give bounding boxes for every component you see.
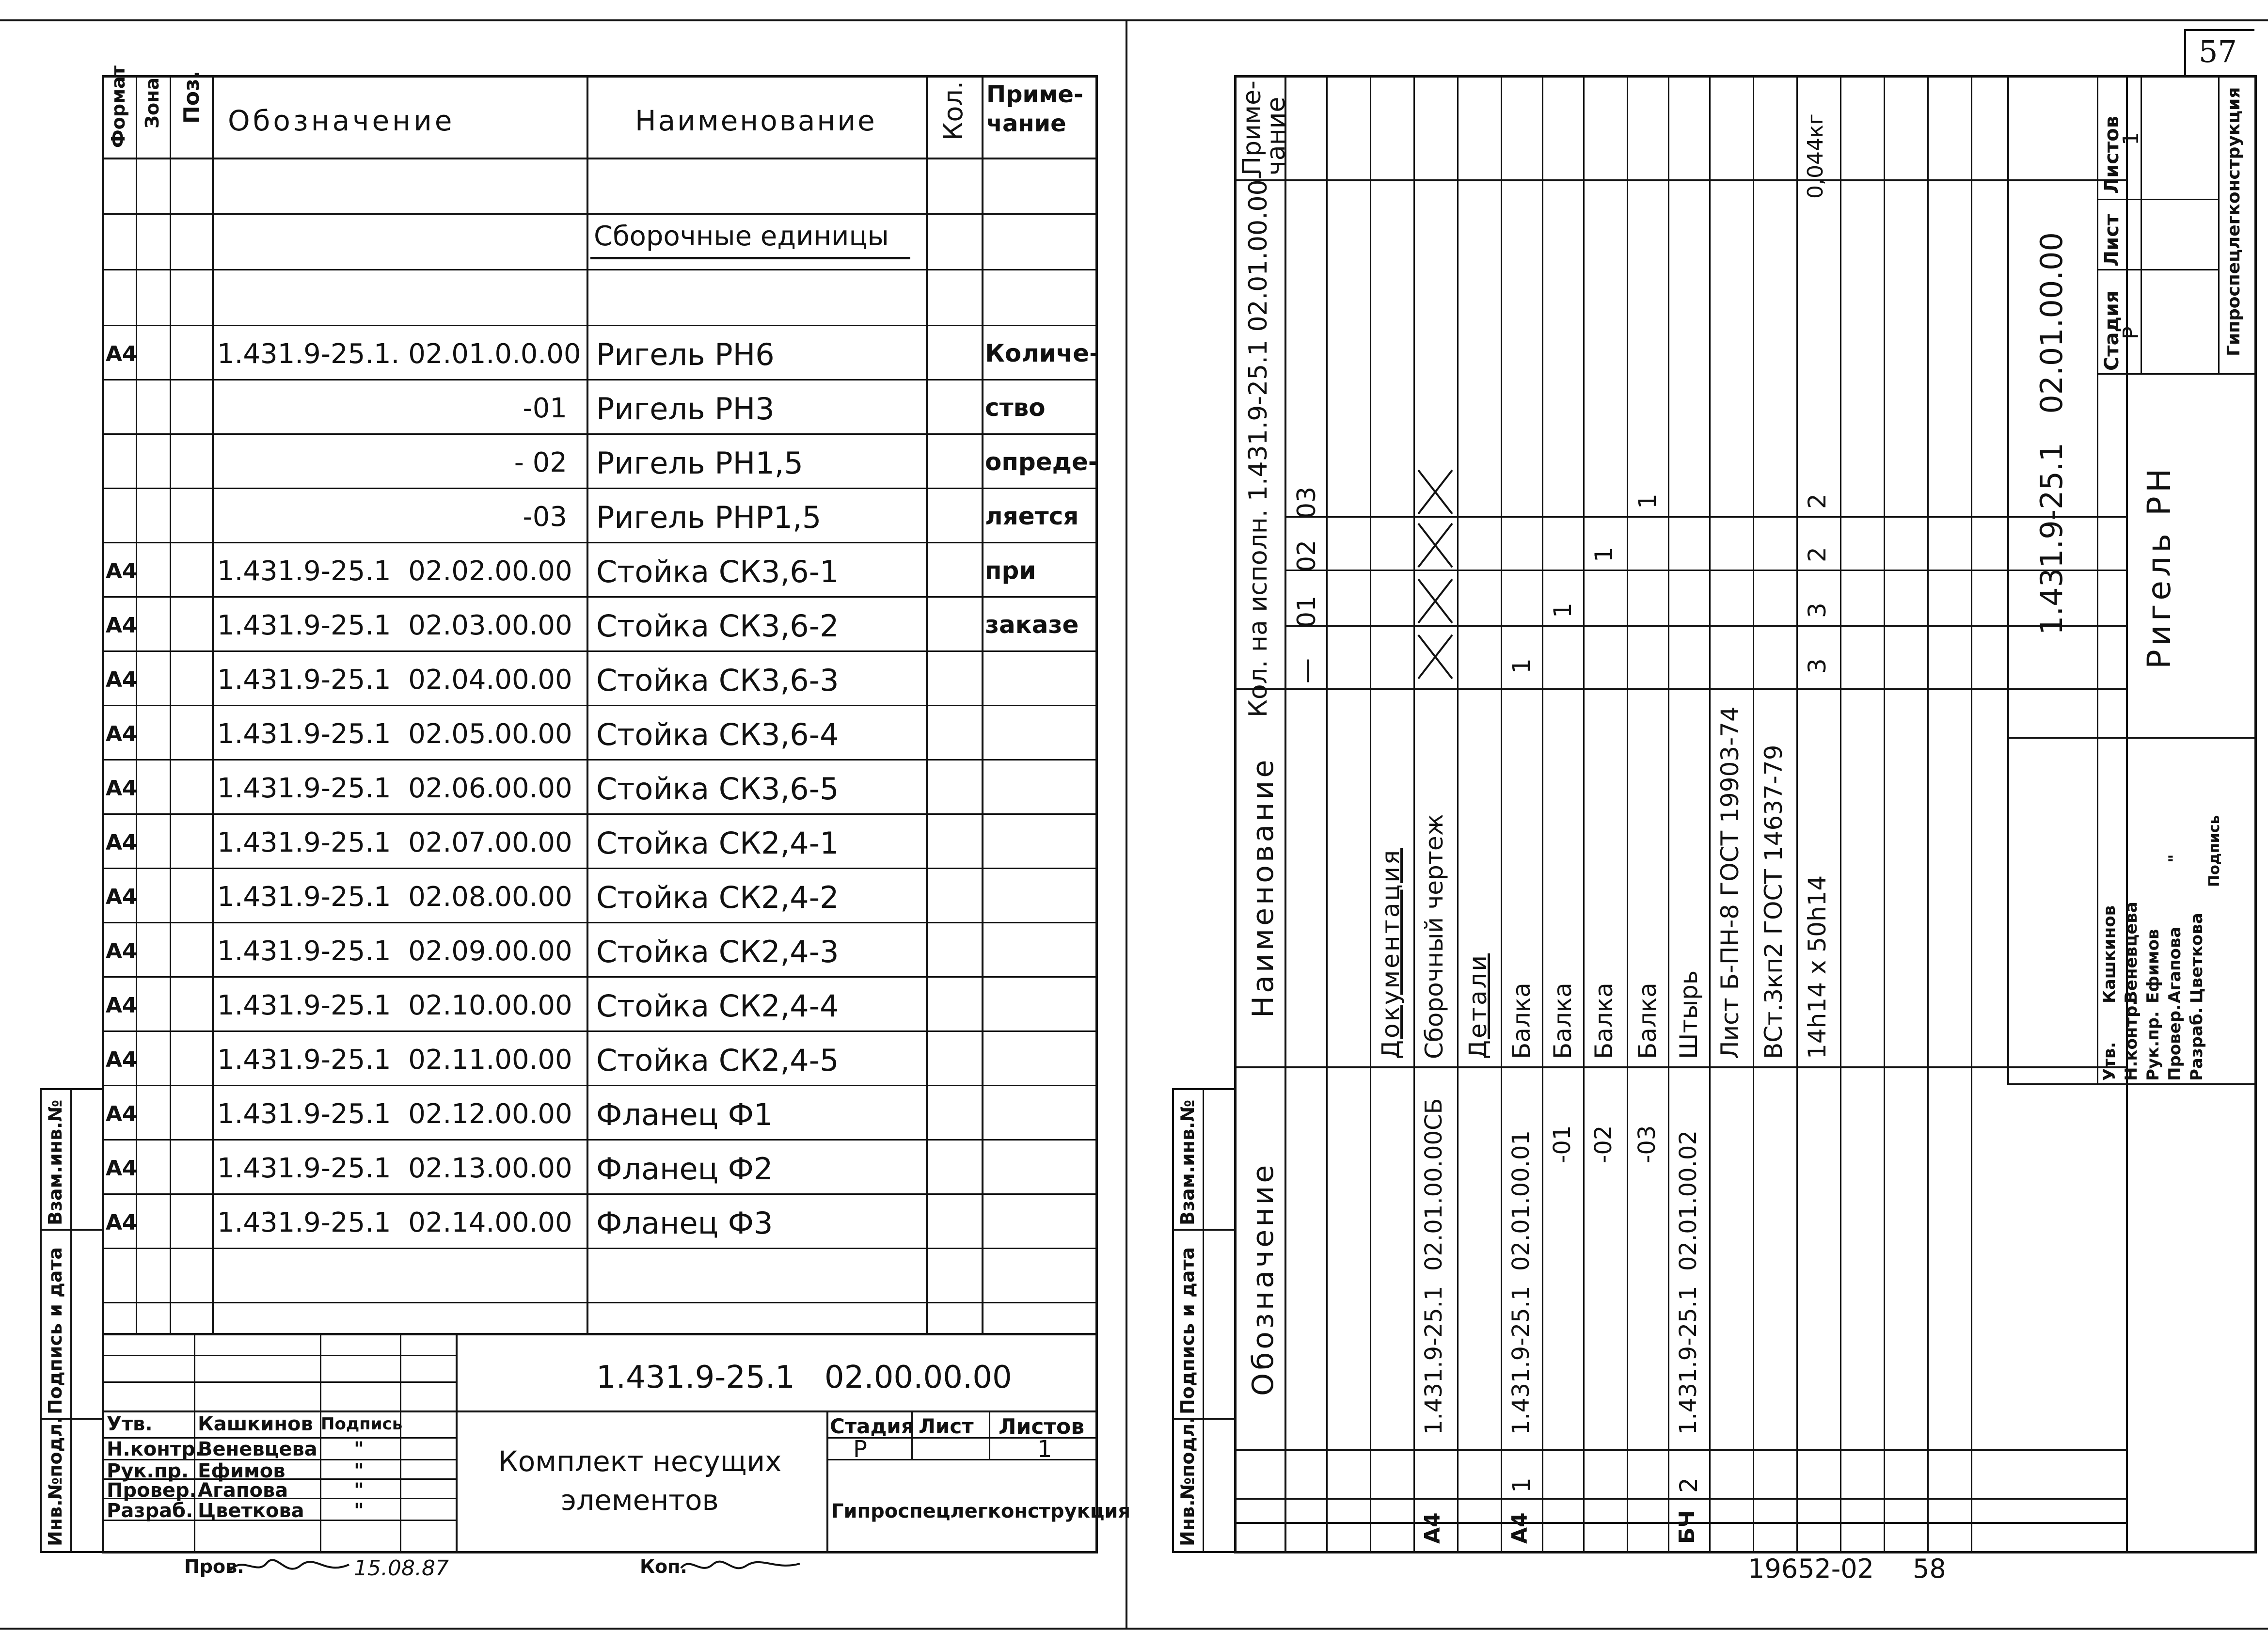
stage-value: Р: [853, 1436, 867, 1463]
row-name: Фланец Ф3: [596, 1205, 773, 1241]
row-designation: - 02: [514, 447, 567, 478]
sheet-label: Лист: [919, 1414, 974, 1438]
row-format: А4: [106, 993, 137, 1018]
table-row: [1413, 0, 1457, 1648]
row-note: опреде-: [985, 448, 1098, 476]
row-designation: -02: [1590, 1125, 1617, 1163]
row-name: Балка: [1507, 982, 1536, 1059]
checked-date: 15.08.87: [354, 1556, 449, 1581]
row-name: Стойка СК3,6-2: [596, 608, 839, 644]
sheets-value-r: 1: [2119, 132, 2143, 145]
table-row: [0, 922, 1126, 976]
table-row: [1457, 0, 1501, 1648]
table-row: [1796, 0, 1840, 1648]
table-row: [0, 976, 1126, 1030]
row-designation: 1.431.9-25.1 02.02.00.00: [217, 555, 572, 587]
org-name: Гипроспецлегконструкция: [831, 1500, 1131, 1522]
row-designation: 1.431.9-25.1 02.08.00.00: [217, 881, 572, 913]
header-name-r: Наименование: [1246, 757, 1280, 1018]
sign-mark: ": [354, 1479, 364, 1502]
header-designation: Обозначение: [228, 104, 455, 137]
table-row: [0, 1085, 1126, 1139]
section-title: Сборочные единицы: [594, 221, 889, 252]
person-name: Цветкова: [198, 1500, 304, 1522]
header-format: Формат: [108, 65, 129, 148]
stage-label: Стадия: [830, 1414, 914, 1438]
row-name: Ригель РН6: [596, 337, 775, 372]
person-name: Веневцева: [198, 1438, 317, 1460]
row-note: 0,044кг: [1803, 113, 1828, 199]
table-row: [1753, 0, 1796, 1648]
qty-value: 1: [1590, 547, 1618, 562]
row-format: А4: [106, 559, 137, 584]
row-note: при: [985, 556, 1036, 585]
row-name: Штырь: [1675, 970, 1703, 1059]
table-row: [1501, 0, 1544, 1648]
row-note: ляется: [985, 502, 1079, 530]
variant-header: 02: [1292, 539, 1321, 572]
person-name: Агапова: [2165, 926, 2185, 1003]
table-row: [0, 488, 1126, 542]
role-label: Разраб.: [2187, 1007, 2206, 1081]
row-name: Балка: [1634, 982, 1662, 1059]
table-row: [1627, 0, 1670, 1648]
stamp-inv-orig-r: Инв.№подл.: [1177, 1416, 1198, 1546]
header-qty-r: Кол. на исполн. 1.431.9-25.1 02.01.00.00-: [1244, 170, 1273, 717]
variant-header: 03: [1292, 486, 1321, 519]
row-designation: 1.431.9-25.1. 02.01.0.0.00: [217, 338, 581, 370]
person-name: Ефимов: [198, 1460, 285, 1482]
table-row: [1583, 0, 1627, 1648]
stamp-inv-orig: Инв.№подл.: [45, 1416, 66, 1546]
row-name: ВСт.3кп2 ГОСТ 14637-79: [1760, 745, 1788, 1059]
cross-mark-icon: [1416, 521, 1455, 570]
doc-code-r: 1.431.9-25.1 02.01.00.00: [2034, 232, 2069, 635]
variant-header: 01: [1292, 595, 1321, 628]
row-name: Фланец Ф2: [596, 1151, 773, 1187]
doc-title-r: Ригель РН: [2141, 464, 2178, 669]
copied-signature: [679, 1551, 805, 1585]
doc-title: Комплект несущих элементов: [498, 1445, 782, 1517]
table-row: [0, 379, 1126, 433]
row-format: БЧ: [1675, 1510, 1699, 1544]
role-label: Утв.: [2100, 1042, 2119, 1081]
row-name: Лист Б-ПН-8 ГОСТ 19903-74: [1716, 706, 1744, 1059]
sheets-value: 1: [1037, 1436, 1052, 1463]
header-note-r: Приме- чание: [1237, 80, 1291, 175]
page-number: 57: [2199, 34, 2237, 69]
row-pos: 1: [1507, 1477, 1536, 1493]
table-row: [0, 433, 1126, 488]
doc-code: 1.431.9-25.1 02.00.00.00: [596, 1360, 1012, 1395]
row-designation: 1.431.9-25.1 02.07.00.00: [217, 827, 572, 858]
row-format: А4: [106, 1102, 137, 1126]
stamp-replace-inv: Взам.инв.№: [45, 1099, 66, 1225]
row-format: А4: [106, 1156, 137, 1181]
table-row: [0, 759, 1126, 813]
sign-mark: ": [354, 1460, 364, 1482]
row-designation: 1.431.9-25.1 02.14.00.00: [217, 1207, 572, 1238]
variant-header: —: [1292, 658, 1321, 683]
table-row: [0, 325, 1126, 379]
header-note: Приме- чание: [986, 81, 1083, 137]
checked-label: Пров.: [184, 1556, 244, 1577]
cross-mark-icon: [1416, 633, 1455, 681]
table-row: [1668, 0, 1712, 1648]
qty-value: 3: [1803, 658, 1831, 674]
table-row: [0, 650, 1126, 705]
row-designation: 1.431.9-25.1 02.05.00.00: [217, 718, 572, 750]
row-format: А4: [1420, 1512, 1445, 1544]
row-designation: 1.431.9-25.1 02.01.00.02: [1675, 1130, 1702, 1435]
role-label: Рук.пр.: [107, 1460, 189, 1482]
table-row: [1709, 0, 1753, 1648]
role-label: Н.контр.: [107, 1438, 203, 1460]
row-designation: -01: [1549, 1125, 1576, 1163]
row-name: Документация: [1377, 848, 1405, 1059]
stamp-replace-inv-r: Взам.инв.№: [1177, 1099, 1198, 1225]
header-name: Наименование: [635, 104, 877, 137]
row-name: Стойка СК2,4-3: [596, 934, 839, 969]
role-label: Разраб.: [107, 1500, 193, 1522]
row-name: Ригель РН3: [596, 391, 775, 427]
person-name: Кашкинов: [198, 1413, 313, 1435]
qty-value: 1: [1549, 602, 1577, 618]
sheets-label-r: Листов: [2101, 116, 2123, 194]
row-format: А4: [106, 1210, 137, 1235]
sign-header: Подпись: [321, 1414, 403, 1434]
org-name-r: Гипроспецлегконструкция: [2224, 87, 2244, 356]
row-name: Балка: [1590, 982, 1618, 1059]
row-designation: 1.431.9-25.1 02.01.00.01: [1507, 1130, 1535, 1435]
row-name: Ригель РНР1,5: [596, 500, 822, 535]
bottom-page: 58: [1913, 1553, 1946, 1584]
row-designation: -03: [523, 501, 567, 533]
row-designation: 1.431.9-25.1 02.13.00.00: [217, 1153, 572, 1184]
row-format: А4: [106, 1047, 137, 1072]
table-row: [1370, 0, 1413, 1648]
row-format: А4: [106, 830, 137, 855]
row-format: А4: [106, 613, 137, 638]
row-designation: -03: [1634, 1125, 1661, 1163]
sign-mark: ": [354, 1500, 364, 1522]
table-row: [0, 596, 1126, 650]
row-name: Детали: [1464, 953, 1492, 1059]
stage-value-r: Р: [2119, 326, 2143, 339]
person-name: Цветкова: [2187, 913, 2206, 1003]
row-pos: 2: [1675, 1477, 1703, 1493]
stamp-sign-date: Подпись и дата: [45, 1247, 66, 1414]
row-format: А4: [106, 776, 137, 801]
person-name: Веневцева: [2122, 902, 2141, 1003]
row-designation: 1.431.9-25.1 02.04.00.00: [217, 664, 572, 696]
copied-label: Коп.: [640, 1556, 687, 1577]
row-note: ство: [985, 394, 1046, 422]
sign-header-r: Подпись: [2206, 815, 2223, 887]
row-name: Сборочный чертеж: [1420, 814, 1448, 1059]
row-name: Стойка СК2,4-4: [596, 988, 839, 1024]
qty-value: 2: [1803, 493, 1831, 509]
row-name: Фланец Ф1: [596, 1097, 773, 1132]
row-name: Стойка СК3,6-3: [596, 663, 839, 698]
row-format: А4: [1507, 1512, 1532, 1544]
row-designation: 1.431.9-25.1 02.12.00.00: [217, 1098, 572, 1130]
header-zone: Зона: [142, 77, 163, 128]
row-designation: 1.431.9-25.1 02.03.00.00: [217, 610, 572, 641]
person-name: Агапова: [198, 1479, 288, 1502]
row-designation: 1.431.9-25.1 02.10.00.00: [217, 990, 572, 1021]
bottom-code: 19652-02: [1748, 1553, 1874, 1584]
table-row: [1542, 0, 1586, 1648]
stage-label-r: Стадия: [2101, 290, 2123, 371]
table-row: [0, 705, 1126, 759]
row-name: Стойка СК2,4-2: [596, 880, 839, 915]
sheet-label-r: Лист: [2101, 214, 2123, 267]
row-designation: 1.431.9-25.1 02.06.00.00: [217, 773, 572, 804]
right-sheet: [1127, 0, 2268, 1648]
qty-value: 1: [1507, 658, 1536, 674]
header-designation-r: Обозначение: [1246, 1162, 1280, 1396]
row-designation: 1.431.9-25.1 02.01.00.00СБ: [1420, 1098, 1447, 1435]
stamp-sign-date-r: Подпись и дата: [1177, 1247, 1198, 1414]
role-label: Провер.: [2165, 1004, 2185, 1081]
sheets-label: Листов: [999, 1414, 1085, 1439]
cross-mark-icon: [1416, 468, 1455, 516]
sign-mark: ": [354, 1438, 364, 1460]
row-name: Стойка СК3,6-1: [596, 554, 839, 589]
row-name: 14h14 х 50h14: [1803, 875, 1831, 1059]
row-format: А4: [106, 722, 137, 746]
row-format: А4: [106, 885, 137, 909]
role-label: Н.контр.: [2122, 999, 2141, 1081]
row-designation: -01: [523, 393, 567, 424]
row-name: Стойка СК3,6-5: [596, 771, 839, 807]
row-format: А4: [106, 939, 137, 964]
person-name: Кашкинов: [2100, 905, 2119, 1003]
table-row: [0, 813, 1126, 868]
qty-value: 1: [1634, 493, 1662, 509]
person-name: Ефимов: [2143, 929, 2163, 1003]
header-qty: Кол.: [938, 80, 968, 141]
cross-mark-icon: [1416, 577, 1455, 625]
qty-value: 2: [1803, 547, 1831, 562]
role-label: Рук.пр.: [2143, 1011, 2163, 1081]
row-designation: 1.431.9-25.1 02.09.00.00: [217, 935, 572, 967]
row-format: А4: [106, 667, 137, 692]
row-name: Стойка СК3,6-4: [596, 717, 839, 752]
table-row: [0, 542, 1126, 596]
row-designation: 1.431.9-25.1 02.11.00.00: [217, 1044, 572, 1076]
role-label: Утв.: [107, 1413, 153, 1435]
row-name: Стойка СК2,4-1: [596, 825, 839, 861]
row-note: Количе-: [985, 339, 1099, 367]
qty-value: 3: [1803, 602, 1831, 618]
table-row: [0, 1030, 1126, 1085]
role-label: Провер.: [107, 1479, 197, 1502]
header-pos: Поз.: [179, 70, 204, 124]
checked-signature: [228, 1551, 354, 1585]
row-note: заказе: [985, 611, 1079, 639]
table-row: [0, 868, 1126, 922]
row-name: Стойка СК2,4-5: [596, 1043, 839, 1078]
table-row: [0, 1139, 1126, 1193]
sign-mark: ": [2165, 854, 2185, 863]
left-sheet: [0, 0, 1131, 1648]
table-row: [0, 1193, 1126, 1248]
row-name: Балка: [1549, 982, 1577, 1059]
row-name: Ригель РН1,5: [596, 445, 803, 481]
row-format: А4: [106, 342, 137, 366]
